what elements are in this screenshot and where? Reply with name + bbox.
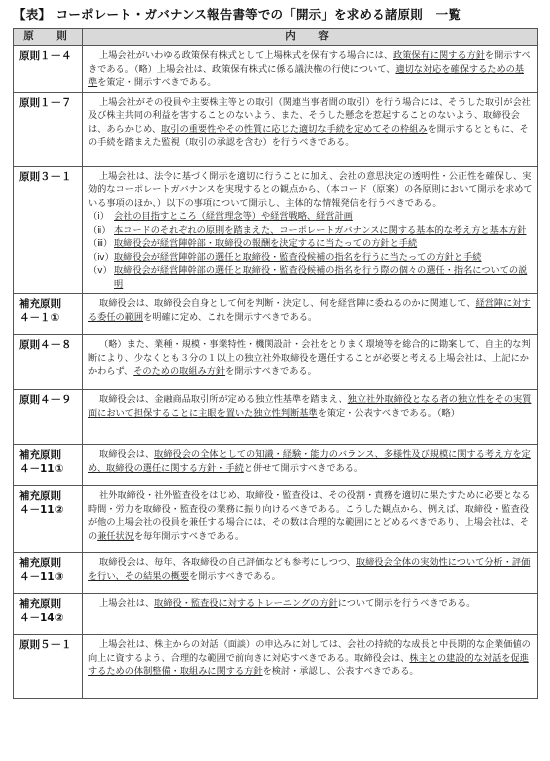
principle-label-line: ４－１① [19,312,60,324]
disclosure-item: 取引の重要性やその性質に応じた適切な手続を定めてその枠組み [161,123,428,135]
principle-content [83,92,538,166]
principle-label-line: 原則５－１ [19,639,72,651]
principle-label-line: ４－11③ [19,571,64,583]
principle-content [83,335,538,390]
disclosure-item: 株主との建設的な対話を促進するための体制整備・取組みに関する方針 [88,652,529,677]
disclosure-item: 適切な対応を確保するための基準 [88,63,525,88]
content-paragraph [88,338,533,379]
list-item-number: （ⅴ） [88,265,112,276]
content-text: を検討・承認し、公表すべきである。 [262,666,419,677]
principle-label-line: 原則３－１ [19,170,72,183]
content-paragraph [88,96,533,150]
principle-label [14,594,83,635]
disclosure-item: 取締役・監査役に対するトレーニングの方針 [154,598,338,609]
principle-label [14,335,83,390]
principle-content [83,294,538,335]
content-text: を策定・公表すべきである。（略） [317,407,460,419]
content-text: と併せて開示すべきである。 [243,462,364,474]
principle-label-line: ４－11① [19,463,64,475]
principle-content [83,635,538,699]
header-principle: 原 則 [14,29,83,46]
principle-content [83,390,538,445]
content-paragraph [88,297,533,324]
content-text: 上場会社は、 [99,598,155,609]
disclosure-item: 経営陣に対する委任の範囲 [88,298,531,323]
table-row [14,335,538,390]
list-item-text: 会社の目指すところ（経営理念等）や経営戦略、経営計画 [114,211,353,222]
list-item-text: 本コードのそれぞれの原則を踏まえた、コーポレートガバナンスに関する基本的な考え方と基本方針 [114,224,527,236]
list-item-text: 取締役会が経営陣幹部の選任と取締役・監査役候補の指名を行うに当たっての方針と手続 [114,251,482,263]
list-item [88,237,533,251]
table-row [14,92,538,166]
principle-content [83,553,538,594]
principle-content [83,445,538,486]
principle-label-line: 補充原則 [19,598,61,610]
disclosure-item: 取締役会の全体としての知識・経験・能力のバランス、多様性及び規模に関する考え方を定め、取締役の選任に関する方針・手続 [88,449,531,474]
content-text: を明確に定め、これを開示すべきである。 [143,311,318,323]
content-text: を策定・開示すべきである。 [97,77,217,88]
principle-content [83,166,538,294]
list-item [88,210,533,224]
content-text: 取締役会は、金融商品取引所が定める独立性基準を踏まえ、 [99,394,348,405]
principle-label-line: 補充原則 [19,557,61,569]
principle-label [14,553,83,594]
header-content: 内 容 [83,29,538,46]
content-text: を開示すべきである。 [189,570,281,582]
principles-table [13,28,538,699]
principle-label [14,635,83,699]
content-text: 取締役会は、毎年、各取締役の自己評価なども参考にしつつ、 [99,557,356,568]
content-text: 上場会社がその役員や主要株主等との取引（関連当事者間の取引）を行う場合には、そうした取引が会社及び株主共同の利益を害することのないよう、また、そうした懸念を惹起することのないよう、取締役会は、あらかじめ、 [88,96,531,135]
content-paragraph [88,597,533,611]
list-item-number: （ⅰ） [88,211,109,222]
content-text: を開示すべきである。（略）上場会社は、政策保有株式に係る議決権の行使について、 [88,50,531,75]
content-text: 社外取締役・社外監査役をはじめ、取締役・監査役は、その役割・責務を適切に果たすために必要となる時間・労力を取締役・監査役の業務に振り向けるべきである。こうした観点から、例えば、取締役・監査役が他の上場会社の役員を兼任する場合には、その数は合理的な範囲にとどめるべきであり、上場会社は、その [88,490,531,542]
table-row [14,445,538,486]
principle-label [14,294,83,335]
page-title: 【表】 コーポレート・ガバナンス報告書等での「開示」を求める諸原則 一覧 [13,7,462,22]
content-paragraph [88,638,533,679]
content-text: 取締役会は、 [99,449,155,460]
principle-label-line: 原則４－９ [19,394,72,406]
principle-label-line: 補充原則 [19,490,61,502]
content-text: 上場会社は、法令に基づく開示を適切に行うことに加え、会社の意思決定の透明性・公正性を確保し、実効的なコーポレートガバナンスを実現するとの観点から、（本コード（原案）の各原則において開示を求めている事項のほか、）以下の事項について開示し、主体的な情報発信を行うべきである。 [88,170,533,209]
disclosure-item: 政策保有に関する方針 [393,50,485,61]
content-paragraph [88,556,533,583]
disclosure-item: 独立社外取締役となる者の独立性をその実質面において担保することに主眼を置いた独立性判断基準 [88,394,532,419]
list-item-number: （ⅳ） [88,251,114,263]
content-text: を開示するとともに、その手続を踏まえた監視（取引の承認を含む）を行うべきである。 [88,123,529,148]
disclosure-item: そのための取組み方針 [133,366,226,377]
list-item-number: （ⅲ） [88,238,113,249]
list-item-text: 取締役会が経営陣幹部・取締役の報酬を決定するに当たっての方針と手続 [114,238,418,249]
disclosure-item: 取締役会全体の実効性について分析・評価を行い、その結果の概要 [88,557,531,582]
list-item [88,251,533,265]
content-text: 上場会社は、株主からの対話（面談）の申込みに対しては、会社の持続的な成長と中長期的な企業価値の向上に資するよう、合理的な範囲で前向きに対応すべきである。取締役会は、 [88,639,531,664]
principle-label-line: ４－11② [19,504,64,516]
list-item [88,224,533,238]
table-row [14,390,538,445]
table-row [14,553,538,594]
principle-label-line: ４－14② [19,612,64,624]
principle-label [14,390,83,445]
principle-label-line: 補充原則 [19,298,61,310]
principle-content [83,594,538,635]
content-text: 取締役会は、取締役会自身として何を判断・決定し、何を経営陣に委ねるのかに関連して、 [99,298,476,309]
principle-label [14,46,83,93]
content-paragraph [88,393,533,420]
principle-label-line: 原則１－７ [19,96,72,109]
content-text: 上場会社がいわゆる政策保有株式として上場株式を保有する場合には、 [99,50,394,61]
table-row [14,294,538,335]
principle-content [83,46,538,93]
principle-label [14,166,83,294]
table-row [14,594,538,635]
principle-label-line: 補充原則 [19,449,61,461]
principle-label-line: 原則１－４ [19,50,72,62]
content-paragraph [88,49,533,90]
disclosure-list [88,210,533,291]
list-item-number: （ⅱ） [88,224,111,236]
table-row [14,46,538,93]
table-row [14,166,538,294]
content-paragraph [88,170,533,211]
table-row [14,486,538,553]
list-item-text: 取締役会が経営陣幹部の選任と取締役・監査役候補の指名を行う際の個々の選任・指名についての説明 [114,265,528,290]
principle-label [14,445,83,486]
content-text: を毎年開示すべきである。 [133,530,245,542]
principle-label-line: 原則４－８ [19,339,72,351]
content-text: について開示を行うべきである。 [337,598,476,609]
principle-label [14,486,83,553]
table-row [14,635,538,699]
content-paragraph [88,489,533,543]
disclosure-item: 兼任状況 [97,530,134,542]
content-paragraph [88,448,533,475]
list-item [88,264,533,291]
content-text: を開示すべきである。 [225,366,317,377]
table-header-row [14,29,538,46]
content-text: （略）また、業種・規模・事業特性・機関設計・会社をとりまく環境等を総合的に勘案して、自主的な判断により、少なくとも３分の１以上の独立社外取締役を選任することが必要と考える上場会社は、上記にかかわらず、 [88,339,531,377]
principle-content [83,486,538,553]
principle-label [14,92,83,166]
